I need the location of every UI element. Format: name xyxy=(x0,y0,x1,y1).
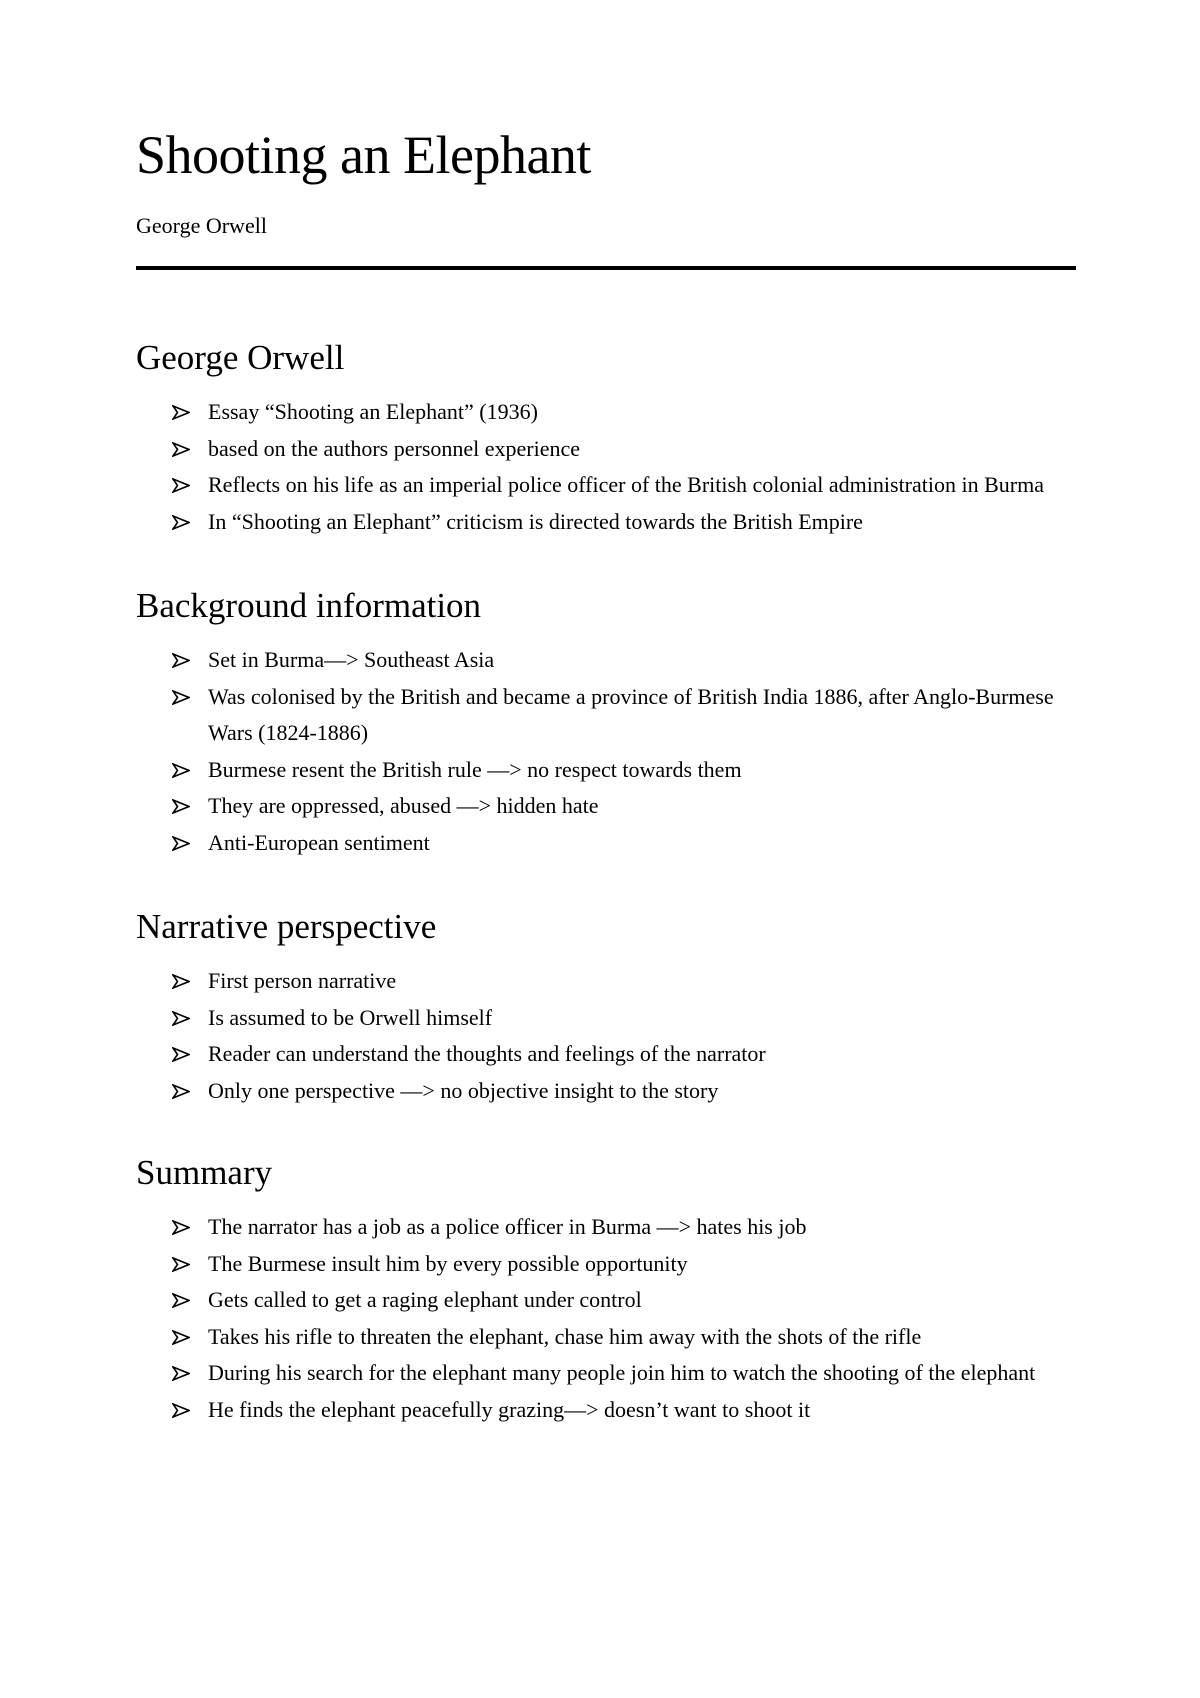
list-item xyxy=(136,467,1076,504)
arrowhead-bullet-icon xyxy=(172,763,190,778)
section xyxy=(136,584,1076,861)
list-item xyxy=(136,752,1076,789)
list-item-text: The Burmese insult him by every possible opportunity xyxy=(208,1250,688,1276)
list-item xyxy=(136,431,1076,468)
list-item xyxy=(136,1282,1076,1319)
arrowhead-bullet-icon xyxy=(172,1084,190,1099)
list-item xyxy=(136,1209,1076,1246)
arrowhead-bullet-icon xyxy=(172,690,190,705)
bullet-list xyxy=(136,963,1076,1109)
arrowhead-bullet-icon xyxy=(172,515,190,530)
arrowhead-bullet-icon xyxy=(172,1366,190,1381)
list-item-text: Reflects on his life as an imperial police officer of the British colonial administration in Burma xyxy=(208,472,1044,497)
list-item xyxy=(136,1000,1076,1037)
list-item-text: based on the authors personnel experience xyxy=(208,435,581,461)
list-item-text: First person narrative xyxy=(208,968,397,993)
bullet-list xyxy=(136,1209,1076,1428)
list-item xyxy=(136,394,1076,431)
list-item xyxy=(136,963,1076,1000)
list-item-text: He finds the elephant peacefully grazing—> doesn’t want to shoot it xyxy=(208,1396,811,1422)
list-item xyxy=(136,504,1076,541)
arrowhead-bullet-icon xyxy=(172,1220,190,1235)
list-item xyxy=(136,788,1076,825)
list-item xyxy=(136,679,1076,752)
list-item-text: Reader can understand the thoughts and feelings of the narrator xyxy=(208,1041,766,1066)
section-heading: Narrative perspective xyxy=(136,907,437,946)
section-heading: George Orwell xyxy=(136,338,345,377)
bullet-list xyxy=(136,394,1076,540)
arrowhead-bullet-icon xyxy=(172,836,190,851)
section xyxy=(136,1151,1076,1428)
arrowhead-bullet-icon xyxy=(172,442,190,457)
document-author: George Orwell xyxy=(136,213,267,238)
arrowhead-bullet-icon xyxy=(172,478,190,493)
arrowhead-bullet-icon xyxy=(172,1257,190,1272)
document-page xyxy=(136,120,1076,1428)
section xyxy=(136,336,1076,540)
arrowhead-bullet-icon xyxy=(172,1293,190,1308)
list-item-text: Takes his rifle to threaten the elephant, chase him away with the shots of the rifle xyxy=(208,1323,922,1349)
list-item xyxy=(136,1073,1076,1110)
section xyxy=(136,905,1076,1109)
arrowhead-bullet-icon xyxy=(172,799,190,814)
list-item xyxy=(136,642,1076,679)
list-item-text: Was colonised by the British and became a province of British India 1886, after Anglo-Burmese Wars (1824-1886) xyxy=(208,683,1054,745)
list-item-text: Anti-European sentiment xyxy=(208,829,430,855)
bullet-list xyxy=(136,642,1076,861)
arrowhead-bullet-icon xyxy=(172,974,190,989)
list-item xyxy=(136,1036,1076,1073)
list-item xyxy=(136,1246,1076,1283)
list-item-text: Only one perspective —> no objective insight to the story xyxy=(208,1077,719,1103)
list-item-text: In “Shooting an Elephant” criticism is directed towards the British Empire xyxy=(208,508,863,534)
document-title: Shooting an Elephant xyxy=(136,125,591,185)
sections-container xyxy=(136,336,1076,1428)
arrowhead-bullet-icon xyxy=(172,1047,190,1062)
arrowhead-bullet-icon xyxy=(172,405,190,420)
arrowhead-bullet-icon xyxy=(172,1403,190,1418)
arrowhead-bullet-icon xyxy=(172,1011,190,1026)
list-item-text: The narrator has a job as a police officer in Burma —> hates his job xyxy=(208,1214,807,1239)
list-item-text: Essay “Shooting an Elephant” (1936) xyxy=(208,399,538,424)
arrowhead-bullet-icon xyxy=(172,1330,190,1345)
list-item-text: They are oppressed, abused —> hidden hate xyxy=(208,793,599,818)
list-item xyxy=(136,1392,1076,1429)
list-item xyxy=(136,1319,1076,1356)
list-item-text: Gets called to get a raging elephant under control xyxy=(208,1287,642,1312)
list-item-text: Is assumed to be Orwell himself xyxy=(208,1004,493,1030)
list-item-text: Burmese resent the British rule —> no respect towards them xyxy=(208,756,742,782)
title-divider xyxy=(136,266,1076,270)
list-item xyxy=(136,1355,1076,1392)
list-item-text: Set in Burma—> Southeast Asia xyxy=(208,647,495,672)
list-item-text: During his search for the elephant many people join him to watch the shooting of the elephant xyxy=(208,1360,1036,1385)
arrowhead-bullet-icon xyxy=(172,653,190,668)
list-item xyxy=(136,825,1076,862)
section-heading: Background information xyxy=(136,586,482,625)
section-heading: Summary xyxy=(136,1153,273,1192)
